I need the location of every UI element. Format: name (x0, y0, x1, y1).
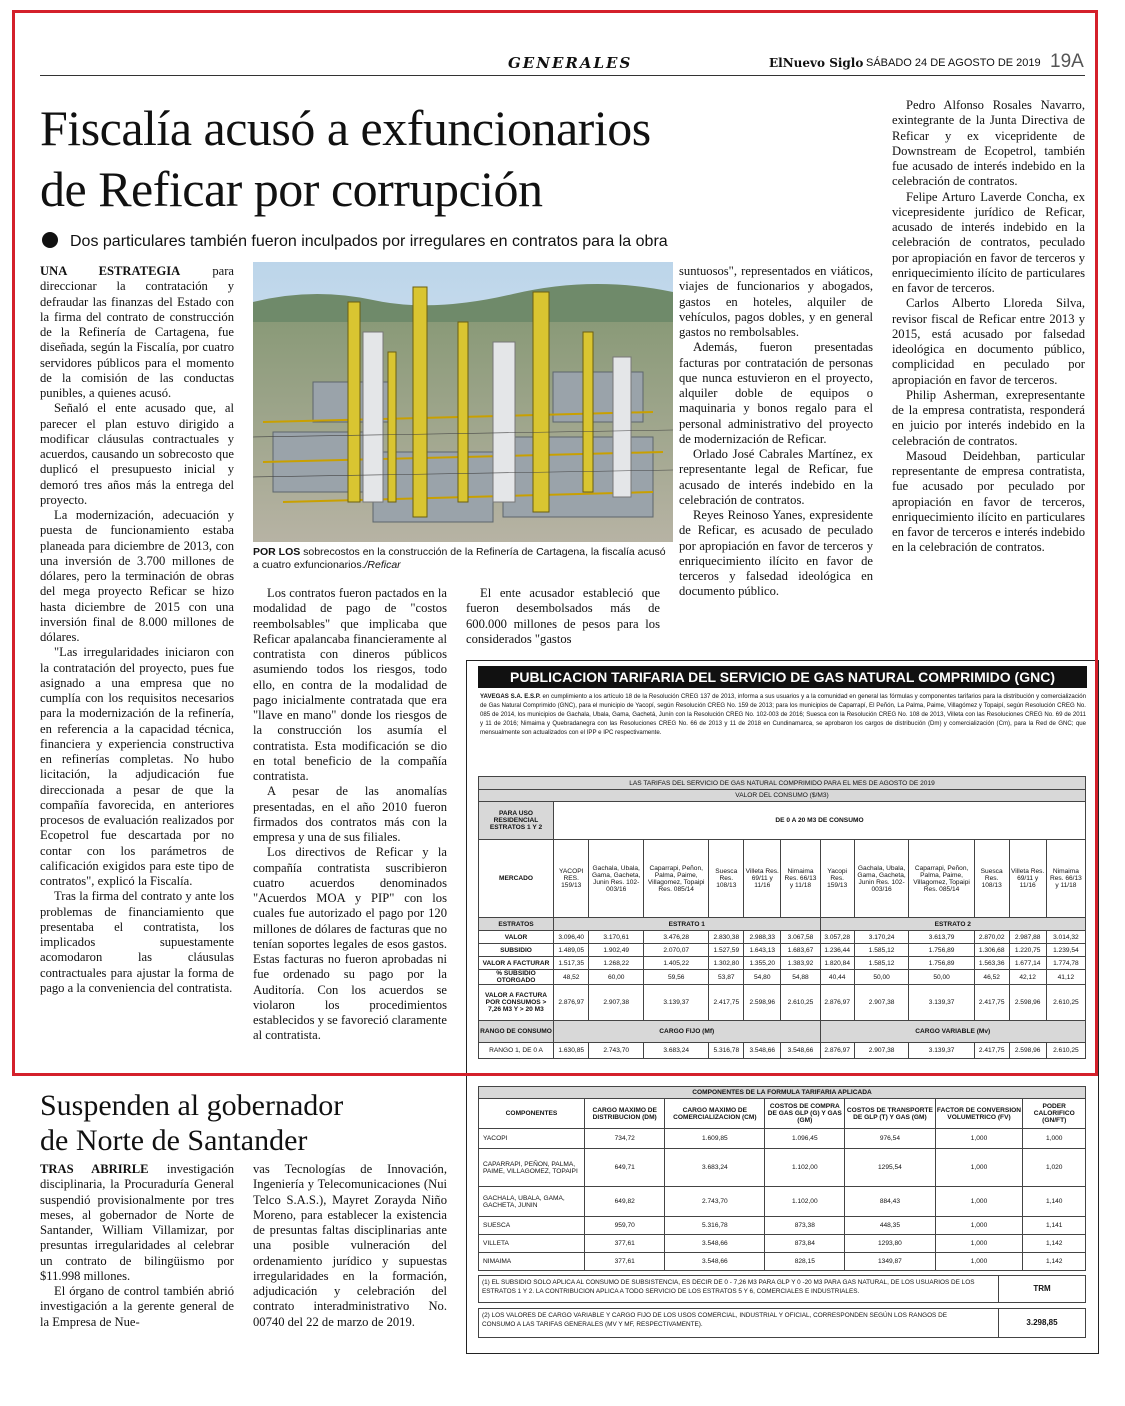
tariff-cell: 54,88 (781, 970, 820, 985)
components-cell: 649,71 (585, 1149, 665, 1187)
paragraph: Carlos Alberto Lloreda Silva, revisor fiscal de Reficar entre 2013 y 2015, está acusado por falsedad ideológica en documento público, complicidad en peculado por apropiación en favor de terceros. (892, 296, 1085, 387)
tariff-cell: 3.548,66 (744, 1043, 781, 1059)
components-row: GACHALA, UBALA, GAMA, GACHETA, JUNIN 649,82 2.743,70 1.102,00 884,43 1,000 1,140 (479, 1187, 1086, 1217)
tariff-cell: 2.876,97 (820, 1043, 854, 1059)
tariff-cell: 1.220,75 (1009, 944, 1046, 957)
paragraph: El órgano de control también abrió investigación a la gerente general de la Empresa de Nue- (40, 1284, 234, 1329)
market-header: Suesca Res. 108/13 (974, 840, 1009, 918)
page-number: 19A (1050, 51, 1084, 72)
market-header: Gachala, Ubala, Gama, Gacheta, Junin Res. 102-003/16 (589, 840, 644, 918)
components-cell: 959,70 (585, 1217, 665, 1235)
subheadline-text: Dos particulares también fueron inculpados por irregulares en contratos para la obra (70, 233, 668, 250)
tariff-cell: 41,12 (1046, 970, 1085, 985)
tariff-cell: 54,80 (744, 970, 781, 985)
tariff-cell: 1.239,54 (1046, 944, 1085, 957)
components-header: CARGO MAXIMO DE COMERCIALIZACION (CM) (665, 1099, 765, 1129)
tariff-cell: 3.170,61 (589, 931, 644, 944)
components-row: YACOPI 734,72 1.609,85 1.096,45 976,54 1,000 1,000 (479, 1129, 1086, 1149)
footnote-2: (2) LOS VALORES DE CARGO VARIABLE Y CARGO FIJO DE LOS USOS COMERCIAL, INDUSTRIAL Y OFICIAL, CORRESPONDEN SEGÚN LOS RANGOS DE CONSUMO A LAS TARIFAS GENERALES (MV Y MF, RESPECTIVAMENTE). 3.298,85 (478, 1308, 1086, 1338)
components-cell: 649,82 (585, 1187, 665, 1217)
issue-date: SÁBADO 24 DE AGOSTO DE 2019 (866, 57, 1041, 69)
components-cell: 873,38 (765, 1217, 845, 1235)
market-header: YACOPI RES. 159/13 (554, 840, 589, 918)
tariff-cell: 2.598,96 (744, 985, 781, 1021)
tariff-cell: 2.417,75 (974, 1043, 1009, 1059)
tariff-row: VALOR 3.096,40 3.170,61 3.476,28 2.830,38 2.988,33 3.067,58 3.057,28 3.170,24 3.613,79 2.870,02 2.987,88 3.014,32 (479, 931, 1086, 944)
components-cell: 873,84 (765, 1235, 845, 1253)
article2-column-2 (253, 1162, 447, 1330)
components-row: SUESCA 959,70 5.316,78 873,38 448,35 1,000 1,141 (479, 1217, 1086, 1235)
tariff-cell: 2.830,38 (709, 931, 744, 944)
tariff-cell: 1.306,68 (974, 944, 1009, 957)
tariff-cell: 1.517,35 (554, 957, 589, 970)
market-header: Nimaima Res. 66/13 y 11/18 (1046, 840, 1085, 918)
components-cell: 1349,87 (845, 1253, 935, 1271)
tariff-cell: 2.987,88 (1009, 931, 1046, 944)
tariff-cell: 2.876,97 (554, 985, 589, 1021)
formula-components-table (478, 1086, 1086, 1271)
components-cell: 976,54 (845, 1129, 935, 1149)
components-header: FACTOR DE CONVERSION VOLUMETRICO (FV) (935, 1099, 1023, 1129)
components-cell: 1,000 (935, 1129, 1023, 1149)
tariff-cell: 50,00 (854, 970, 909, 985)
components-cell: 1,142 (1023, 1235, 1086, 1253)
tariff-cell: 59,56 (643, 970, 709, 985)
tariff-cell: 2.988,33 (744, 931, 781, 944)
tariff-cell: 2.907,38 (854, 985, 909, 1021)
tariff-cell: 3.476,28 (643, 931, 709, 944)
market-header: Villeta Res. 69/11 y 11/16 (1009, 840, 1046, 918)
tariff-cell: 1.683,67 (781, 944, 820, 957)
tariff-cell: 46,52 (974, 970, 1009, 985)
components-cell: 1,000 (935, 1187, 1023, 1217)
tariff-cell: 1.302,80 (709, 957, 744, 970)
tariff-cell: 1.756,89 (909, 944, 975, 957)
components-cell: 1,000 (935, 1253, 1023, 1271)
paragraph: Orlado José Cabrales Martínez, ex representante legal de Reficar, fue acusado de interés indebido en la celebración de contratos. (679, 447, 873, 507)
tariff-cell: 1.383,92 (781, 957, 820, 970)
components-cell: 5.316,78 (665, 1217, 765, 1235)
paragraph: Pedro Alfonso Rosales Navarro, exintegrante de la Junta Directiva de Reficar y ex vicepridente de Downstream de Ecopetrol, también fue acusado de interés indebido en la celebración de contratos. (892, 98, 1085, 189)
paragraph: Tras la firma del contrato y ante los problemas de financiamiento que presentaba el contratista, los implicados supuestamente acomodaron las cláusulas contractuales para ajustar la forma de pago a la conveniencia del contratista. (40, 889, 234, 995)
components-cell: 1.102,00 (765, 1149, 845, 1187)
tariff-cell: 2.610,25 (1046, 985, 1085, 1021)
components-cell: 1295,54 (845, 1149, 935, 1187)
footnote-1: (1) EL SUBSIDIO SOLO APLICA AL CONSUMO DE SUBSISTENCIA, ES DECIR DE 0 - 7,26 M3 PARA GLP Y 0 -20 M3 PARA GAS NATURAL, DE LOS USUARIOS DE LOS ESTRATOS 1 Y 2. LA CONTRIBUCION APLICA A TODO SERVICIO DE LOS ESTRATOS 5 Y 6, COMERCIALES E INDUSTRIALES. TRM (478, 1275, 1086, 1303)
tariff-cell: 48,52 (554, 970, 589, 985)
tariff-cell: 1.902,49 (589, 944, 644, 957)
tariff-cell: 3.096,40 (554, 931, 589, 944)
tariff-cell: 3.139,37 (909, 985, 975, 1021)
tariff-cell: 3.067,58 (781, 931, 820, 944)
tariff-cell: 5.316,78 (709, 1043, 744, 1059)
tariff-cell: 53,87 (709, 970, 744, 985)
lead-in: UNA ESTRATEGIA (40, 264, 181, 278)
tariff-cell: 50,00 (909, 970, 975, 985)
section-name: GENERALES (508, 54, 633, 72)
paragraph: La modernización, adecuación y puesta de funcionamiento estaba planeada para diciembre de 2013, con una inversión de 3.700 millones de dólares, pero la terminación de obras del mega proyecto Reficar se hizo hasta diciembre de 2015 con una inversión final de 8.000 millones de dólares. (40, 508, 234, 644)
components-cell: 1,020 (1023, 1149, 1086, 1187)
tariff-table-subtitle: VALOR DEL CONSUMO ($/M3) (479, 790, 1086, 802)
tariff-table-title: LAS TARIFAS DEL SERVICIO DE GAS NATURAL COMPRIMIDO PARA EL MES DE AGOSTO DE 2019 (479, 777, 1086, 790)
tariff-cell: 3.139,37 (643, 985, 709, 1021)
components-cell: 1,000 (935, 1217, 1023, 1235)
tariff-cell: 42,12 (1009, 970, 1046, 985)
components-cell: 377,61 (585, 1253, 665, 1271)
article-column-3 (466, 586, 660, 647)
newspaper-name: ElNuevo Siglo (769, 56, 864, 70)
tariff-row: VALOR A FACTURAR 1.517,35 1.268,22 1.405,22 1.302,80 1.355,20 1.383,92 1.820,84 1.585,12 1.756,89 1.563,36 1.677,14 1.774,78 (479, 957, 1086, 970)
components-cell: 734,72 (585, 1129, 665, 1149)
tariff-cell: 2.610,25 (1046, 1043, 1085, 1059)
components-cell: 377,61 (585, 1235, 665, 1253)
refinery-image (253, 262, 673, 542)
tariff-cell: 3.057,28 (820, 931, 854, 944)
market-header: Suesca Res. 108/13 (709, 840, 744, 918)
paragraph: suntuosos", representados en viáticos, viajes de funcionarios y abogados, gastos en hoteles, alquiler de vehículos, pagos dobles, y en general gastos no rembolsables. (679, 264, 873, 339)
tariff-cell: 3.548,66 (781, 1043, 820, 1059)
components-cell: 1,142 (1023, 1253, 1086, 1271)
paragraph: Los contratos fueron pactados en la modalidad de pago de "costos reembolsables" que implicaba que Reficar apalancaba financieramente al contratista con dineros públicos asumiendo todos los riesgos, todo ello, en contra de la modalidad de pago inicialmente contratada que era "llave en mano" donde los riesgos de la construcción los asumía el contratista. Esta modificación se dio en total beneficio de la compañía contratista. (253, 586, 447, 783)
ad-intro: YAVEGAS S.A. E.S.P. en cumplimiento a los artículo 18 de la Resolución CREG 137 de 2013, informa a sus usuarios y a la comunidad en general las fórmulas y componentes tarifarios para la distribución y comercialización de Gas Natural Comprimido (GNC), para el municipio de Yacopí, según Resolución CREG No. 159 de 2013; para los municipios de Caparrapí, El Peñón, La Palma, Paime, Villagómez y Topaipí, según Resolución CREG No. 085 de 2014, los municipios de Gachala, Ubala, Gama, Gachetá, Junín con la Resolución CREG No. 102-003 de 2016; Suesca con la Resolución CREG No. 108 de 2013, Villeta con las Resoluciones CREG No. 69 de 2011 y 11 de 2016; Nimaima y Quebradanegra con las Resoluciones CREG No. 66 de 2013 y 11 de 2018 en Cundinamarca, se aprobaron los cargos de distribución (Dm) y comercialización (Cm), para la Red de GNC; que mensualmente son actualizados con el IPP e IPC respectivamente. (480, 693, 1086, 736)
paragraph: "Las irregularidades iniciaron con la contratación del proyecto, pues fue asignado a una empresa que no cumplía con los requisitos necesarios para la modernización de la refinería, en referencia a la capacidad técnica, financiera y experiencia constructiva en refinerías completas. No hubo licitación, la adjudicación fue direccionada a pesar de que la compañía favorecida, en anteriores procesos de evaluación realizados por Ecopetrol fue descartada por no contar con los parámetros de calificación exigidos para este tipo de contratos", explicó la Fiscalía. (40, 645, 234, 888)
components-cell: 448,35 (845, 1217, 935, 1235)
main-headline (40, 98, 800, 220)
components-header: CARGO MAXIMO DE DISTRIBUCION (DM) (585, 1099, 665, 1129)
tariff-cell: 1.630,85 (554, 1043, 589, 1059)
tariff-cell: 3.014,32 (1046, 931, 1085, 944)
tariff-cell: 2.743,70 (589, 1043, 644, 1059)
tariff-cell: 1.489,05 (554, 944, 589, 957)
paragraph: Los directivos de Reficar y la compañía contratista suscribieron cuatro acuerdos denominados "Acuerdos MOA y PIP" con los cuales fue autorizado el pago por 120 millones de dólares de facturas que no tenían soportes legales de esos gastos. Estas facturas no fueron aprobadas ni fue ordenado su pago por la Auditoría. Con los acuerdos se violaron los procedimientos establecidos y se favoreció claramente al contratista. (253, 845, 447, 1043)
tariff-table: LAS TARIFAS DEL SERVICIO DE GAS NATURAL COMPRIMIDO PARA EL MES DE AGOSTO DE 2019 VALOR DEL CONSUMO ($/M3) PARA USO RESIDENCIAL ESTRATOS 1 Y 2 DE 0 A 20 M3 DE CONSUMO MERCADO YACOPI RES. 159/13 Gachala, Ubala, Gama, Gacheta, Junin Res. 102-003/16 Caparrapi, Peñon, Palma, Paime, Villagomez, Topaipi Res. 085/14 Suesca Res. 108/13 Villeta Res. 69/11 y 11/16 Nimaima Res. 66/13 y 11/18 Yacopi Res. 159/13 Gachala, Ubala, Gama, Gacheta, Junin Res. 102-003/16 Caparrapi, Peñon, Palma, Paime, Villagomez, Topaipi Res. 085/14 Suesca Res. 108/13 Villeta Res. 69/11 y 11/16 Nimaima Res. 66/13 y 11/18 ESTRATOS ESTRATO 1 ESTRATO 2 VALOR 3.096,40 3.170,61 3.476,28 2.830,38 2.988,33 3.067,58 3.057,28 3.170,24 3.613,79 2.870,02 2.987,88 3.014,32 SUBSIDIO 1.489,05 1.902,49 2.070,07 1.527,59 1.643,13 1.683,67 1.236,44 1.585,12 1.756,89 1.306,68 1.220,75 1.239,54 VALOR A FACTURAR 1.517,35 1.268,22 1.405,22 1.302,80 1.355,20 1.383,92 1.820,84 1.585,12 1.756,89 1.563,36 1.677,14 1.774,78 % SUBSIDIO OTORGADO 48,52 60,00 59,56 53,87 54,80 54,88 40,44 50,00 50,00 46,52 42,12 41,12 VALOR A FACTURA POR CONSUMOS > 7,26 M3 Y > 20 M3 2.876,97 2.907,38 3.139,37 2.417,75 2.598,96 2.610,25 2.876,97 2.907,38 3.139,37 2.417,75 2.598,96 2.610,25 RANGO DE CONSUMO CARGO FIJO (Mf) CARGO VARIABLE (Mv) RANGO 1, DE 0 A 1.630,85 2.743,70 3.683,24 5.316,78 3.548,66 3.548,66 2.876,97 2.907,38 3.139,37 2.417,75 2.598,96 2.610,25 (478, 776, 1086, 1059)
components-cell: 3.548,66 (665, 1253, 765, 1271)
tariff-cell: 1.236,44 (820, 944, 854, 957)
tariff-cell: 2.610,25 (781, 985, 820, 1021)
paragraph: Philip Asherman, exrepresentante de la empresa contratista, responderá en juicio por interés indebido en la celebración de contratos. (892, 387, 1085, 448)
tariff-cell: 60,00 (589, 970, 644, 985)
tariff-cell: 1.355,20 (744, 957, 781, 970)
components-table-title: COMPONENTES DE LA FORMULA TARIFARIA APLICADA (479, 1087, 1086, 1099)
components-cell: 1,140 (1023, 1187, 1086, 1217)
paragraph: Masoud Deidehban, particular representante de empresa contratista, fue acusado por peculado por apropiación en favor de terceros, enriquecimiento ilícito en particulares en favor de terceros e interés indebido en la celebración de contratos. (892, 448, 1085, 555)
tariff-cell: 2.598,96 (1009, 1043, 1046, 1059)
tariff-cell: 1.820,84 (820, 957, 854, 970)
tariff-cell: 1.405,22 (643, 957, 709, 970)
tariff-cell: 1.756,89 (909, 957, 975, 970)
article-column-2 (253, 586, 447, 1044)
refinery-photo (253, 262, 673, 542)
components-row: NIMAIMA 377,61 3.548,66 828,15 1349,87 1,000 1,142 (479, 1253, 1086, 1271)
components-cell: 2.743,70 (665, 1187, 765, 1217)
tariff-cell: 2.598,96 (1009, 985, 1046, 1021)
tariff-cell: 1.774,78 (1046, 957, 1085, 970)
paragraph: Señaló el ente acusado que, al parecer el plan estuvo dirigido a modificar cláusulas contractuales y acuerdos, causando un sobrecosto que duplicó el presupuesto inicial y demoró tres años más la entrega del proyecto. (40, 401, 234, 507)
second-headline: Suspenden al gobernador de Norte de Santander (40, 1089, 344, 1157)
components-cell: 1293,80 (845, 1235, 935, 1253)
market-header: Gachala, Ubala, Gama, Gacheta, Junin Res. 102-003/16 (854, 840, 909, 918)
tariff-cell: 2.417,75 (709, 985, 744, 1021)
article2-column-1: TRAS ABRIRLE investigación disciplinaria, la Procuraduría General suspendió provisionalmente por tres meses, al gobernador de Norte de Santander, William Villamizar, por presuntas irregularidades al celebrar un contrato de bilingüismo por $11.998 millones. El órgano de control también abrió investigación a la gerente general de la Empresa de Nue- (40, 1162, 234, 1329)
ad-title: PUBLICACION TARIFARIA DEL SERVICIO DE GAS NATURAL COMPRIMIDO (GNC) (478, 666, 1087, 688)
tariff-cell: 2.870,02 (974, 931, 1009, 944)
bullet-icon (42, 232, 58, 248)
tariff-cell: 1.677,14 (1009, 957, 1046, 970)
market-header: Yacopi Res. 159/13 (820, 840, 854, 918)
components-cell: 884,43 (845, 1187, 935, 1217)
paragraph: A pesar de las anomalías presentadas, en el año 2010 fueron firmados dos contratos más con la empresa y una de sus filiales. (253, 784, 447, 844)
lead-in: TRAS ABRIRLE (40, 1162, 149, 1176)
headline-line-1: Fiscalía acusó a exfuncionarios (40, 100, 651, 156)
tariff-cell: 3.170,24 (854, 931, 909, 944)
components-header: PODER CALORIFICO (GN/FT) (1023, 1099, 1086, 1129)
photo-caption: POR LOS sobrecostos en la construcción de la Refinería de Cartagena, la fiscalía acusó a cuatro exfuncionarios./Reficar (253, 546, 666, 571)
tariff-cell: 2.907,38 (589, 985, 644, 1021)
paragraph: vas Tecnologías de Innovación, Ingeniería y Telecomunicaciones (Nui Telco S.A.S.), Mayret Zorayda Niño Moreno, para establecer la existencia de presuntas faltas disciplinarias ante una posible vulneración del ordenamiento jurídico y supuestas irregularidades en la formación, adjudicación y celebración del contrato interadministrativo No. 00740 del 22 de marzo de 2019. (253, 1162, 447, 1329)
components-header: COMPONENTES (479, 1099, 585, 1129)
article-column-5 (892, 98, 1085, 556)
tariff-cell: 1.563,36 (974, 957, 1009, 970)
components-cell: 828,15 (765, 1253, 845, 1271)
tariff-cell: 2.417,75 (974, 985, 1009, 1021)
trm-value: 3.298,85 (998, 1309, 1085, 1337)
tariff-cell: 3.683,24 (643, 1043, 709, 1059)
components-cell: 1,000 (935, 1235, 1023, 1253)
tariff-row: SUBSIDIO 1.489,05 1.902,49 2.070,07 1.527,59 1.643,13 1.683,67 1.236,44 1.585,12 1.756,89 1.306,68 1.220,75 1.239,54 (479, 944, 1086, 957)
photo-credit: /Reficar (364, 559, 401, 571)
tariff-row: VALOR A FACTURA POR CONSUMOS > 7,26 M3 Y > 20 M3 2.876,97 2.907,38 3.139,37 2.417,75 2.598,96 2.610,25 2.876,97 2.907,38 3.139,37 2.417,75 2.598,96 2.610,25 (479, 985, 1086, 1021)
market-header: Nimaima Res. 66/13 y 11/18 (781, 840, 820, 918)
components-cell: 3.683,24 (665, 1149, 765, 1187)
market-header: Caparrapi, Peñon, Palma, Paime, Villagomez, Topaipi Res. 085/14 (643, 840, 709, 918)
paragraph: Además, fueron presentadas facturas por contratación de personas que nunca estuvieron en el proyecto, alquiler doble de equipos o maquinaria y bonos regalo para el personal administrativo del proyecto de modernización de Reficar. (679, 340, 873, 446)
components-cell: 3.548,66 (665, 1235, 765, 1253)
tariff-cell: 1.268,22 (589, 957, 644, 970)
components-cell: 1.609,85 (665, 1129, 765, 1149)
components-row: CAPARRAPI, PEÑON, PALMA, PAIME, VILLAGOMEZ, TOPAIPI 649,71 3.683,24 1.102,00 1295,54 1,000 1,020 (479, 1149, 1086, 1187)
tariff-cell: 2.907,38 (854, 1043, 909, 1059)
components-cell: 1,000 (935, 1149, 1023, 1187)
paragraph: El ente acusador estableció que fueron desembolsados más de 600.000 millones de pesos para los considerados "gastos (466, 586, 660, 646)
market-header: Villeta Res. 69/11 y 11/16 (744, 840, 781, 918)
tariff-cell: 3.139,37 (909, 1043, 975, 1059)
tariff-cell: 2.876,97 (820, 985, 854, 1021)
tariff-cell: 2.070,07 (643, 944, 709, 957)
trm-label: TRM (998, 1276, 1085, 1302)
article-column-1: UNA ESTRATEGIA para direccionar la contratación y defraudar las finanzas del Estado con la firma del contrato de construcción de la Refinería de Cartagena, fue diseñada, según la Fiscalía, por cuatro servidores públicos para el momento de la comisión de las conductas punibles, a quienes acusó. Señaló el ente acusado que, al parecer el plan estuvo dirigido a modificar cláusulas contractuales y acuerdos, causando un sobrecosto que duplicó el presupuesto inicial y demoró tres años más la entrega del proyecto. La modernización, adecuación y puesta de funcionamiento estaba planeada para diciembre de 2013, con una inversión de 3.700 millones de dólares, pero la terminación de obras del mega proyecto Reficar se hizo hasta diciembre de 2015 con una inversión final de 8.000 millones de dólares. "Las irregularidades iniciaron con la contratación del proyecto, pues fue asignado a una empresa que no cumplía con los requisitos necesarios para la modernización de la refinería, en referencia a la capacidad técnica, financiera y experiencia constructiva en refinerías completas. No hubo licitación, la adjudicación fue direccionada a pesar de que la compañía favorecida, en anteriores procesos de evaluación realizados por Ecopetrol fue descartada por no contar con los parámetros de calificación exigidos para este tipo de contratos", explicó la Fiscalía. Tras la firma del contrato y ante los problemas de financiamiento que presentaba el contratista, los implicados supuestamente acomodaron las cláusulas contractuales para ajustar la forma de pago a la conveniencia del contratista. (40, 264, 234, 995)
tariff-cell: 40,44 (820, 970, 854, 985)
components-row: VILLETA 377,61 3.548,66 873,84 1293,80 1,000 1,142 (479, 1235, 1086, 1253)
components-header: COSTOS DE COMPRA DE GAS GLP (G) Y GAS (GM) (765, 1099, 845, 1129)
paragraph: Reyes Reinoso Yanes, expresidente de Reficar, es acusado de peculado por apropiación en favor de terceros y enriquecimiento ilícito en favor de terceros y falsedad ideológica en documento público. (679, 508, 873, 599)
tariff-cell: 1.585,12 (854, 944, 909, 957)
header-rule (40, 75, 1085, 76)
components-cell: 1.096,45 (765, 1129, 845, 1149)
components-cell: 1,141 (1023, 1217, 1086, 1235)
market-header: Caparrapi, Peñon, Palma, Paime, Villagomez, Topaipi Res. 085/14 (909, 840, 975, 918)
components-cell: 1.102,00 (765, 1187, 845, 1217)
headline-line-2: de Reficar por corrupción (40, 161, 543, 217)
article-column-4 (679, 264, 873, 600)
components-header: COSTOS DE TRANSPORTE DE GLP (T) Y GAS (GM) (845, 1099, 935, 1129)
components-cell: 1,000 (1023, 1129, 1086, 1149)
tariff-cell: 1.527,59 (709, 944, 744, 957)
tariff-row: % SUBSIDIO OTORGADO 48,52 60,00 59,56 53,87 54,80 54,88 40,44 50,00 50,00 46,52 42,12 41,12 (479, 970, 1086, 985)
subheadline (42, 232, 842, 251)
paragraph: Felipe Arturo Laverde Concha, ex vicepresidente jurídico de Reficar, acusado de interés indebido en la celebración de contratos, peculado por apropiación en favor de terceros y enriquecimiento ilícito de particulares en favor de terceros. (892, 189, 1085, 295)
tariff-cell: 1.643,13 (744, 944, 781, 957)
tariff-cell: 1.585,12 (854, 957, 909, 970)
tariff-cell: 3.613,79 (909, 931, 975, 944)
